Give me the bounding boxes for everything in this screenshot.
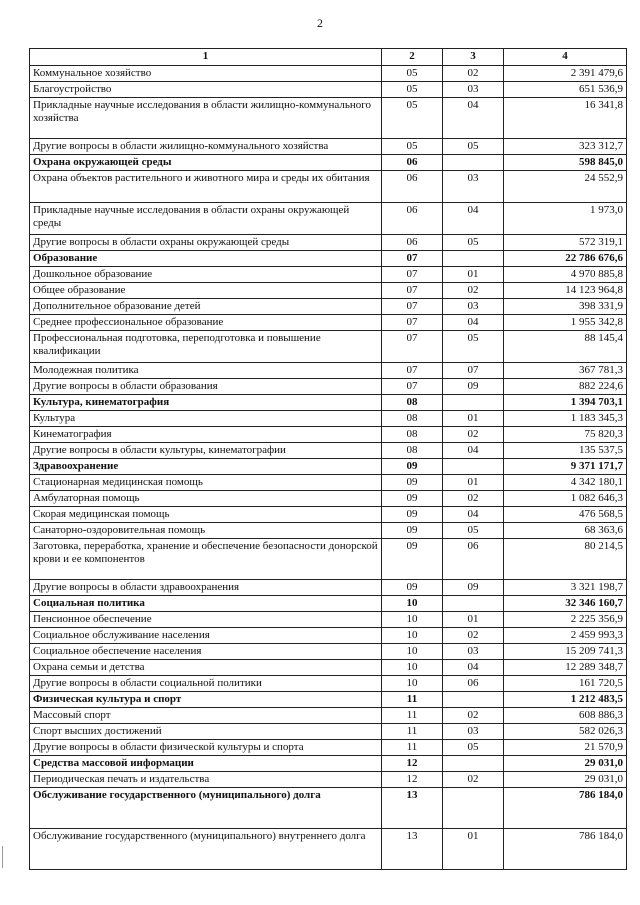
row-podrazdel-code: 04 bbox=[443, 98, 504, 139]
row-razdel-code: 08 bbox=[382, 427, 443, 443]
row-razdel-code: 10 bbox=[382, 628, 443, 644]
row-amount: 161 720,5 bbox=[504, 676, 627, 692]
table-row bbox=[30, 676, 627, 692]
row-razdel-code: 10 bbox=[382, 612, 443, 628]
row-name: Социальная политика bbox=[30, 596, 382, 612]
row-name: Охрана семьи и детства bbox=[30, 660, 382, 676]
table-row bbox=[30, 708, 627, 724]
row-podrazdel-code: 04 bbox=[443, 507, 504, 523]
row-amount: 32 346 160,7 bbox=[504, 596, 627, 612]
table-row bbox=[30, 267, 627, 283]
row-razdel-code: 05 bbox=[382, 66, 443, 82]
row-name: Периодическая печать и издательства bbox=[30, 772, 382, 788]
table-row bbox=[30, 829, 627, 870]
table-row bbox=[30, 82, 627, 98]
row-podrazdel-code bbox=[443, 395, 504, 411]
header-name-column: 1 bbox=[30, 49, 382, 66]
row-razdel-code: 07 bbox=[382, 331, 443, 363]
row-amount: 2 459 993,3 bbox=[504, 628, 627, 644]
row-name: Другие вопросы в области охраны окружающей среды bbox=[30, 235, 382, 251]
row-name: Другие вопросы в области социальной политики bbox=[30, 676, 382, 692]
row-name: Коммунальное хозяйство bbox=[30, 66, 382, 82]
row-razdel-code: 08 bbox=[382, 411, 443, 427]
row-podrazdel-code: 04 bbox=[443, 660, 504, 676]
row-podrazdel-code: 05 bbox=[443, 523, 504, 539]
table-row bbox=[30, 660, 627, 676]
row-podrazdel-code: 02 bbox=[443, 491, 504, 507]
row-amount: 786 184,0 bbox=[504, 829, 627, 870]
row-podrazdel-code: 01 bbox=[443, 411, 504, 427]
row-podrazdel-code: 01 bbox=[443, 612, 504, 628]
row-amount: 4 342 180,1 bbox=[504, 475, 627, 491]
table-row bbox=[30, 475, 627, 491]
section-row bbox=[30, 459, 627, 475]
row-razdel-code: 07 bbox=[382, 251, 443, 267]
row-razdel-code: 10 bbox=[382, 676, 443, 692]
row-amount: 29 031,0 bbox=[504, 756, 627, 772]
row-razdel-code: 08 bbox=[382, 443, 443, 459]
row-amount: 476 568,5 bbox=[504, 507, 627, 523]
row-name: Пенсионное обеспечение bbox=[30, 612, 382, 628]
row-podrazdel-code bbox=[443, 251, 504, 267]
row-amount: 80 214,5 bbox=[504, 539, 627, 580]
row-amount: 1 212 483,5 bbox=[504, 692, 627, 708]
table-row bbox=[30, 724, 627, 740]
table-row bbox=[30, 772, 627, 788]
row-podrazdel-code: 05 bbox=[443, 235, 504, 251]
table-row bbox=[30, 491, 627, 507]
row-razdel-code: 07 bbox=[382, 283, 443, 299]
row-amount: 608 886,3 bbox=[504, 708, 627, 724]
row-name: Средства массовой информации bbox=[30, 756, 382, 772]
row-podrazdel-code bbox=[443, 459, 504, 475]
row-podrazdel-code: 02 bbox=[443, 427, 504, 443]
section-row bbox=[30, 692, 627, 708]
row-name: Социальное обслуживание населения bbox=[30, 628, 382, 644]
row-name: Охрана окружающей среды bbox=[30, 155, 382, 171]
row-amount: 1 183 345,3 bbox=[504, 411, 627, 427]
budget-expenditure-table bbox=[29, 48, 627, 870]
table-row bbox=[30, 299, 627, 315]
row-name: Санаторно-оздоровительная помощь bbox=[30, 523, 382, 539]
row-amount: 323 312,7 bbox=[504, 139, 627, 155]
row-name: Другие вопросы в области физической культуры и спорта bbox=[30, 740, 382, 756]
row-name: Образование bbox=[30, 251, 382, 267]
row-razdel-code: 06 bbox=[382, 155, 443, 171]
table-row bbox=[30, 235, 627, 251]
row-razdel-code: 11 bbox=[382, 724, 443, 740]
row-razdel-code: 09 bbox=[382, 491, 443, 507]
row-amount: 75 820,3 bbox=[504, 427, 627, 443]
row-amount: 135 537,5 bbox=[504, 443, 627, 459]
row-podrazdel-code bbox=[443, 596, 504, 612]
row-podrazdel-code: 06 bbox=[443, 539, 504, 580]
row-name: Заготовка, переработка, хранение и обеспечение безопасности донорской крови и ее компонентов bbox=[30, 539, 382, 580]
table-row bbox=[30, 644, 627, 660]
row-razdel-code: 08 bbox=[382, 395, 443, 411]
table-row bbox=[30, 98, 627, 139]
row-razdel-code: 05 bbox=[382, 98, 443, 139]
row-amount: 68 363,6 bbox=[504, 523, 627, 539]
table-row bbox=[30, 139, 627, 155]
row-name: Физическая культура и спорт bbox=[30, 692, 382, 708]
row-podrazdel-code: 07 bbox=[443, 363, 504, 379]
row-name: Культура, кинематография bbox=[30, 395, 382, 411]
row-podrazdel-code: 03 bbox=[443, 724, 504, 740]
row-amount: 14 123 964,8 bbox=[504, 283, 627, 299]
row-podrazdel-code bbox=[443, 756, 504, 772]
row-amount: 1 973,0 bbox=[504, 203, 627, 235]
section-row bbox=[30, 756, 627, 772]
row-amount: 367 781,3 bbox=[504, 363, 627, 379]
row-podrazdel-code: 09 bbox=[443, 580, 504, 596]
row-razdel-code: 10 bbox=[382, 596, 443, 612]
row-podrazdel-code: 02 bbox=[443, 628, 504, 644]
table-row bbox=[30, 628, 627, 644]
row-razdel-code: 11 bbox=[382, 708, 443, 724]
row-amount: 2 391 479,6 bbox=[504, 66, 627, 82]
row-name: Другие вопросы в области здравоохранения bbox=[30, 580, 382, 596]
row-podrazdel-code bbox=[443, 692, 504, 708]
row-amount: 651 536,9 bbox=[504, 82, 627, 98]
table-row bbox=[30, 740, 627, 756]
header-podrazdel-column: 3 bbox=[443, 49, 504, 66]
row-podrazdel-code: 02 bbox=[443, 708, 504, 724]
row-amount: 1 394 703,1 bbox=[504, 395, 627, 411]
row-name: Обслуживание государственного (муниципального) долга bbox=[30, 788, 382, 829]
row-name: Другие вопросы в области культуры, кинематографии bbox=[30, 443, 382, 459]
row-podrazdel-code: 02 bbox=[443, 772, 504, 788]
row-amount: 24 552,9 bbox=[504, 171, 627, 203]
row-name: Скорая медицинская помощь bbox=[30, 507, 382, 523]
section-row bbox=[30, 788, 627, 829]
row-amount: 786 184,0 bbox=[504, 788, 627, 829]
table-row bbox=[30, 507, 627, 523]
row-name: Стационарная медицинская помощь bbox=[30, 475, 382, 491]
row-name: Другие вопросы в области жилищно-коммунального хозяйства bbox=[30, 139, 382, 155]
table-row bbox=[30, 612, 627, 628]
row-amount: 398 331,9 bbox=[504, 299, 627, 315]
table-row bbox=[30, 411, 627, 427]
row-amount: 598 845,0 bbox=[504, 155, 627, 171]
row-razdel-code: 09 bbox=[382, 507, 443, 523]
row-amount: 22 786 676,6 bbox=[504, 251, 627, 267]
table-row bbox=[30, 427, 627, 443]
row-name: Благоустройство bbox=[30, 82, 382, 98]
row-name: Амбулаторная помощь bbox=[30, 491, 382, 507]
row-amount: 3 321 198,7 bbox=[504, 580, 627, 596]
row-amount: 16 341,8 bbox=[504, 98, 627, 139]
row-name: Среднее профессиональное образование bbox=[30, 315, 382, 331]
section-row bbox=[30, 596, 627, 612]
row-name: Кинематография bbox=[30, 427, 382, 443]
table-header-row bbox=[30, 49, 627, 66]
row-podrazdel-code: 04 bbox=[443, 203, 504, 235]
page-number: 2 bbox=[317, 16, 323, 30]
row-razdel-code: 09 bbox=[382, 539, 443, 580]
row-podrazdel-code: 05 bbox=[443, 740, 504, 756]
row-podrazdel-code: 01 bbox=[443, 267, 504, 283]
row-podrazdel-code: 01 bbox=[443, 829, 504, 870]
row-podrazdel-code: 05 bbox=[443, 139, 504, 155]
row-amount: 88 145,4 bbox=[504, 331, 627, 363]
row-podrazdel-code: 06 bbox=[443, 676, 504, 692]
row-razdel-code: 06 bbox=[382, 171, 443, 203]
row-amount: 15 209 741,3 bbox=[504, 644, 627, 660]
row-podrazdel-code: 03 bbox=[443, 171, 504, 203]
row-amount: 882 224,6 bbox=[504, 379, 627, 395]
table-row bbox=[30, 331, 627, 363]
table-row bbox=[30, 363, 627, 379]
row-podrazdel-code: 03 bbox=[443, 644, 504, 660]
table-row bbox=[30, 315, 627, 331]
table-row bbox=[30, 539, 627, 580]
row-amount: 2 225 356,9 bbox=[504, 612, 627, 628]
row-razdel-code: 12 bbox=[382, 772, 443, 788]
header-razdel-column: 2 bbox=[382, 49, 443, 66]
row-name: Социальное обеспечение населения bbox=[30, 644, 382, 660]
row-razdel-code: 05 bbox=[382, 82, 443, 98]
table-row bbox=[30, 66, 627, 82]
row-name: Массовый спорт bbox=[30, 708, 382, 724]
row-name: Охрана объектов растительного и животного мира и среды их обитания bbox=[30, 171, 382, 203]
margin-mark bbox=[2, 846, 3, 868]
row-razdel-code: 07 bbox=[382, 363, 443, 379]
row-name: Прикладные научные исследования в области жилищно-коммунального хозяйства bbox=[30, 98, 382, 139]
row-podrazdel-code bbox=[443, 155, 504, 171]
row-razdel-code: 06 bbox=[382, 203, 443, 235]
row-razdel-code: 07 bbox=[382, 315, 443, 331]
row-razdel-code: 13 bbox=[382, 829, 443, 870]
row-razdel-code: 09 bbox=[382, 580, 443, 596]
row-razdel-code: 09 bbox=[382, 523, 443, 539]
table-row bbox=[30, 580, 627, 596]
row-name: Дошкольное образование bbox=[30, 267, 382, 283]
table-row bbox=[30, 443, 627, 459]
row-podrazdel-code: 02 bbox=[443, 66, 504, 82]
row-name: Молодежная политика bbox=[30, 363, 382, 379]
row-razdel-code: 09 bbox=[382, 475, 443, 491]
row-amount: 572 319,1 bbox=[504, 235, 627, 251]
row-podrazdel-code: 01 bbox=[443, 475, 504, 491]
row-amount: 21 570,9 bbox=[504, 740, 627, 756]
row-podrazdel-code: 09 bbox=[443, 379, 504, 395]
row-razdel-code: 12 bbox=[382, 756, 443, 772]
row-razdel-code: 09 bbox=[382, 459, 443, 475]
table-row bbox=[30, 379, 627, 395]
section-row bbox=[30, 251, 627, 267]
row-name: Здравоохранение bbox=[30, 459, 382, 475]
header-amount-column: 4 bbox=[504, 49, 627, 66]
row-podrazdel-code bbox=[443, 788, 504, 829]
row-amount: 1 082 646,3 bbox=[504, 491, 627, 507]
section-row bbox=[30, 155, 627, 171]
row-razdel-code: 07 bbox=[382, 379, 443, 395]
row-amount: 9 371 171,7 bbox=[504, 459, 627, 475]
row-razdel-code: 13 bbox=[382, 788, 443, 829]
row-name: Обслуживание государственного (муниципального) внутреннего долга bbox=[30, 829, 382, 870]
row-podrazdel-code: 05 bbox=[443, 331, 504, 363]
row-podrazdel-code: 02 bbox=[443, 283, 504, 299]
row-amount: 4 970 885,8 bbox=[504, 267, 627, 283]
table-row bbox=[30, 523, 627, 539]
row-amount: 1 955 342,8 bbox=[504, 315, 627, 331]
row-amount: 29 031,0 bbox=[504, 772, 627, 788]
section-row bbox=[30, 395, 627, 411]
table-row bbox=[30, 283, 627, 299]
row-razdel-code: 11 bbox=[382, 740, 443, 756]
table-row bbox=[30, 203, 627, 235]
row-name: Прикладные научные исследования в области охраны окружающей среды bbox=[30, 203, 382, 235]
row-razdel-code: 07 bbox=[382, 299, 443, 315]
row-name: Общее образование bbox=[30, 283, 382, 299]
row-razdel-code: 07 bbox=[382, 267, 443, 283]
row-razdel-code: 10 bbox=[382, 644, 443, 660]
row-podrazdel-code: 04 bbox=[443, 443, 504, 459]
row-razdel-code: 10 bbox=[382, 660, 443, 676]
row-name: Культура bbox=[30, 411, 382, 427]
row-amount: 12 289 348,7 bbox=[504, 660, 627, 676]
row-name: Профессиональная подготовка, переподготовка и повышение квалификации bbox=[30, 331, 382, 363]
row-podrazdel-code: 04 bbox=[443, 315, 504, 331]
row-name: Спорт высших достижений bbox=[30, 724, 382, 740]
row-amount: 582 026,3 bbox=[504, 724, 627, 740]
row-razdel-code: 06 bbox=[382, 235, 443, 251]
table-row bbox=[30, 171, 627, 203]
row-podrazdel-code: 03 bbox=[443, 82, 504, 98]
row-name: Другие вопросы в области образования bbox=[30, 379, 382, 395]
row-podrazdel-code: 03 bbox=[443, 299, 504, 315]
row-razdel-code: 05 bbox=[382, 139, 443, 155]
row-name: Дополнительное образование детей bbox=[30, 299, 382, 315]
row-razdel-code: 11 bbox=[382, 692, 443, 708]
